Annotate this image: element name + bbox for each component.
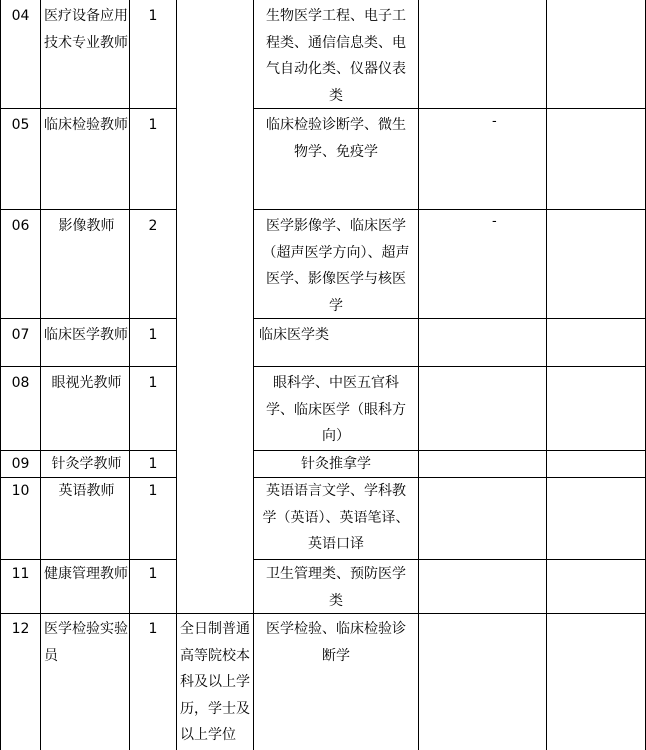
row-divider	[0, 108, 176, 109]
cell-major: 针灸推拿学	[301, 456, 371, 472]
cell-count: 1	[148, 456, 158, 472]
cell-major: 眼科学、中医五官科学、临床医学（眼科方向）	[266, 375, 406, 444]
cell-position: 临床检验教师	[44, 117, 128, 133]
cell-position: 医疗设备应用技术专业教师	[44, 8, 128, 51]
cell-position: 英语教师	[58, 483, 115, 499]
cell-position: 影像教师	[58, 218, 115, 234]
cell-number: 09	[11, 456, 30, 472]
cell-count: 1	[148, 375, 158, 391]
cell-major: 临床检验诊断学、微生物学、免疫学	[266, 117, 406, 160]
cell-position: 健康管理教师	[44, 566, 128, 582]
row-divider	[0, 318, 176, 319]
cell-position: 医学检验实验员	[44, 621, 128, 664]
cell-number: 12	[11, 621, 30, 637]
cell-count: 1	[148, 483, 158, 499]
column-divider	[418, 0, 419, 750]
cell-position: 眼视光教师	[51, 375, 122, 391]
cell-dash: -	[492, 214, 497, 229]
cell-major: 英语语言文学、学科教学（英语）、英语笔译、英语口译	[262, 483, 410, 552]
column-divider	[546, 0, 547, 750]
cell-education: 全日制普通高等院校本科及以上学历，学士及以上学位	[180, 621, 250, 743]
cell-count: 1	[148, 8, 158, 24]
cell-major: 医学检验、临床检验诊断学	[266, 621, 406, 664]
column-divider	[253, 0, 254, 750]
cell-number: 10	[11, 483, 30, 499]
row-divider	[253, 559, 646, 560]
row-divider	[0, 559, 176, 560]
cell-number: 08	[11, 375, 30, 391]
cell-number: 06	[11, 218, 30, 234]
row-divider	[0, 366, 176, 367]
cell-number: 07	[11, 327, 30, 343]
cell-count: 1	[148, 621, 158, 637]
cell-position: 临床医学教师	[44, 327, 128, 343]
cell-dash: -	[492, 114, 497, 129]
row-divider	[253, 366, 646, 367]
cell-count: 1	[148, 327, 158, 343]
column-divider	[40, 0, 41, 750]
cell-count: 1	[148, 117, 158, 133]
cell-major: 医学影像学、临床医学（超声医学方向）、超声医学、影像医学与核医学	[262, 218, 410, 314]
cell-position: 针灸学教师	[51, 456, 122, 472]
cell-major: 卫生管理类、预防医学类	[266, 566, 406, 609]
cell-count: 2	[148, 218, 158, 234]
cell-number: 04	[11, 8, 30, 24]
column-divider	[176, 0, 177, 750]
cell-major: 生物医学工程、电子工程类、通信信息类、电气自动化类、仪器仪表类	[266, 8, 406, 104]
cell-major: 临床医学类	[259, 327, 329, 343]
cell-number: 05	[11, 117, 30, 133]
cell-number: 11	[11, 566, 30, 582]
cell-count: 1	[148, 566, 158, 582]
row-divider	[253, 209, 646, 210]
row-divider	[0, 209, 176, 210]
